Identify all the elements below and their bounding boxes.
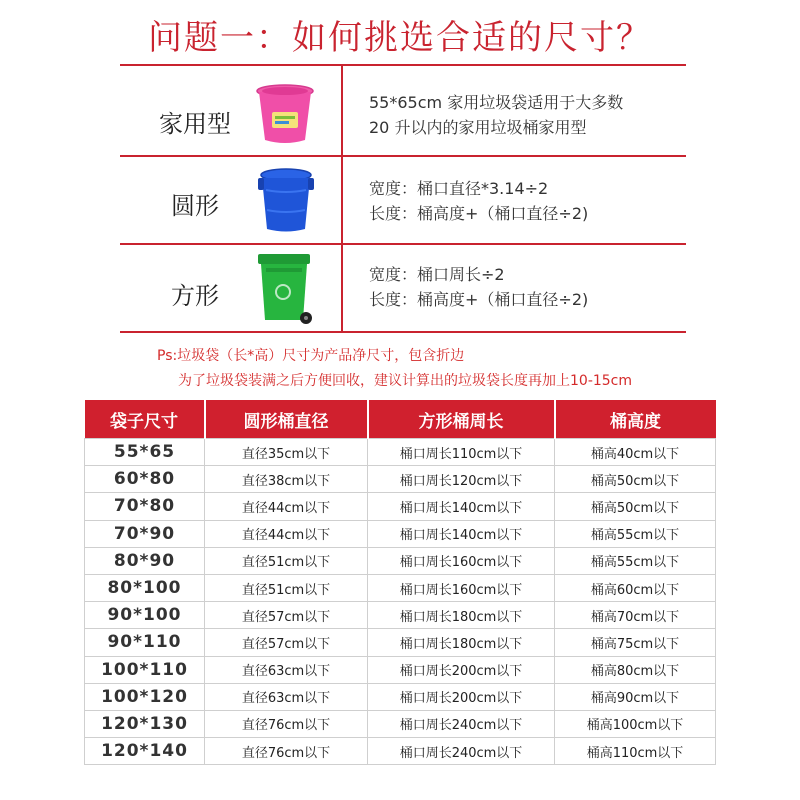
column-header: 桶高度 [555,400,716,439]
table-row [85,520,716,547]
table-cell: 桶口周长240cm以下 [368,738,555,765]
desc-line: 宽度：桶口周长÷2 [369,265,505,284]
table-cell: 直径51cm以下 [205,547,368,574]
table-cell: 桶口周长200cm以下 [368,656,555,683]
note-line-2: 为了垃圾袋装满之后方便回收，建议计算出的垃圾袋长度再加上10-15cm [178,373,633,389]
bag-size-cell: 100*120 [85,683,205,710]
table-row [85,439,716,466]
table-cell: 桶口周长180cm以下 [368,602,555,629]
bag-size-cell: 120*130 [85,710,205,737]
desc-line: 长度：桶高度+（桶口直径÷2) [369,290,589,309]
bag-size-cell: 70*90 [85,520,205,547]
table-cell: 直径44cm以下 [205,520,368,547]
table-cell: 桶口周长160cm以下 [368,574,555,601]
table-cell: 直径76cm以下 [205,738,368,765]
table-row [85,602,716,629]
table-cell: 桶口周长110cm以下 [368,439,555,466]
table-cell: 直径63cm以下 [205,683,368,710]
size-table [84,400,716,765]
table-cell: 桶高70cm以下 [555,602,716,629]
column-header: 袋子尺寸 [85,400,205,439]
table-row [85,574,716,601]
table-cell: 桶高90cm以下 [555,683,716,710]
table-cell: 桶高55cm以下 [555,520,716,547]
divider [120,331,686,333]
table-cell: 桶高50cm以下 [555,493,716,520]
table-cell: 桶口周长160cm以下 [368,547,555,574]
note-line-1: Ps:垃圾袋（长*高）尺寸为产品净尺寸，包含折边 [157,348,465,364]
bag-size-cell: 80*90 [85,547,205,574]
table-cell: 桶高60cm以下 [555,574,716,601]
type-desc-square [369,262,588,312]
desc-line: 55*65cm 家用垃圾袋适用于大多数 [369,93,624,112]
table-row [85,656,716,683]
table-row [85,466,716,493]
table-row [85,738,716,765]
table-cell: 直径44cm以下 [205,493,368,520]
bag-size-cell: 100*110 [85,656,205,683]
table-row [85,629,716,656]
table-cell: 直径38cm以下 [205,466,368,493]
table-cell: 直径51cm以下 [205,574,368,601]
green-wheelie-bin-icon [256,250,316,326]
desc-line: 长度：桶高度+（桶口直径÷2) [369,204,589,223]
column-header: 方形桶周长 [368,400,555,439]
type-label-square: 方形 [171,282,219,310]
table-cell: 桶口周长140cm以下 [368,520,555,547]
table-cell: 桶高100cm以下 [555,710,716,737]
table-cell: 桶高80cm以下 [555,656,716,683]
table-cell: 桶口周长140cm以下 [368,493,555,520]
table-header-row [85,400,716,439]
table-row [85,493,716,520]
divider [120,155,686,157]
table-row [85,710,716,737]
table-cell: 桶口周长200cm以下 [368,683,555,710]
type-label-household: 家用型 [159,110,231,138]
table-row [85,547,716,574]
table-cell: 桶高40cm以下 [555,439,716,466]
table-row [85,683,716,710]
table-cell: 直径63cm以下 [205,656,368,683]
table-cell: 桶口周长180cm以下 [368,629,555,656]
table-cell: 直径57cm以下 [205,629,368,656]
blue-round-bin-icon [258,166,314,234]
table-cell: 直径76cm以下 [205,710,368,737]
page-title: 问题一：如何挑选合适的尺寸？ [148,18,652,58]
table-cell: 桶高75cm以下 [555,629,716,656]
table-cell: 桶高50cm以下 [555,466,716,493]
bag-size-cell: 80*100 [85,574,205,601]
bag-size-cell: 70*80 [85,493,205,520]
bag-size-cell: 90*100 [85,602,205,629]
type-label-round: 圆形 [171,192,219,220]
table-cell: 直径35cm以下 [205,439,368,466]
table-cell: 桶高55cm以下 [555,547,716,574]
type-desc-round [369,176,588,226]
divider [120,243,686,245]
bag-size-cell: 60*80 [85,466,205,493]
divider [341,64,343,332]
bag-size-cell: 55*65 [85,439,205,466]
type-desc-household [369,90,623,140]
table-cell: 直径57cm以下 [205,602,368,629]
table-cell: 桶高110cm以下 [555,738,716,765]
divider [120,64,686,66]
bag-size-cell: 90*110 [85,629,205,656]
desc-line: 20 升以内的家用垃圾桶家用型 [369,118,587,137]
bag-size-cell: 120*140 [85,738,205,765]
pink-bucket-icon [254,82,316,146]
desc-line: 宽度：桶口直径*3.14÷2 [369,179,549,198]
table-cell: 桶口周长120cm以下 [368,466,555,493]
column-header: 圆形桶直径 [205,400,368,439]
table-cell: 桶口周长240cm以下 [368,710,555,737]
